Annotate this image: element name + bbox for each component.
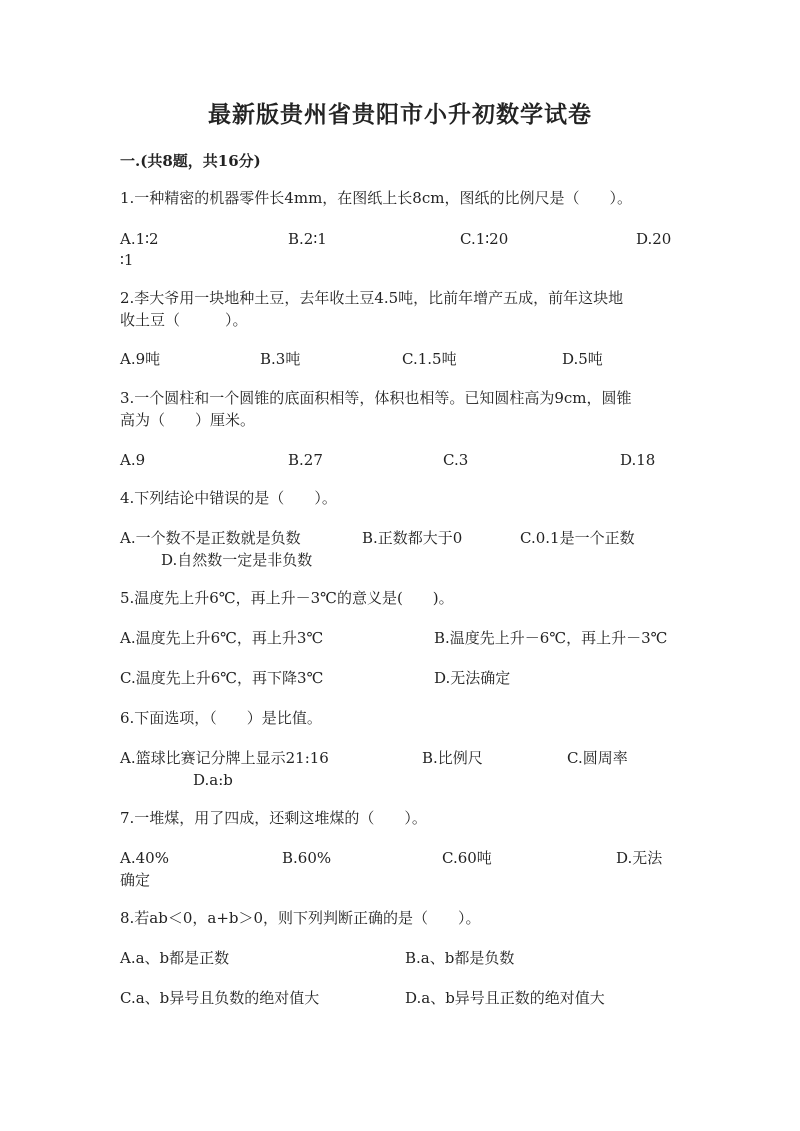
q7-option-c[interactable]: C.60吨: [442, 849, 492, 867]
q6-option-c[interactable]: C.圆周率: [567, 749, 628, 767]
q8-option-a[interactable]: A.a、b都是正数: [120, 949, 230, 967]
question-5-text: 5.温度先上升6℃，再上升－3℃的意义是( )。: [120, 589, 454, 607]
q6-option-d[interactable]: D.a:b: [193, 771, 233, 789]
question-7-text: 7.一堆煤，用了四成，还剩这堆煤的（ ）。: [120, 809, 427, 827]
q4-option-b[interactable]: B.正数都大于0: [362, 529, 463, 547]
q4-option-a[interactable]: A.一个数不是正数就是负数: [120, 529, 301, 547]
question-3-text-line2: 高为（ ）厘米。: [120, 411, 256, 429]
q2-option-d[interactable]: D.5吨: [562, 350, 603, 368]
section-heading: 一.(共8题，共16分): [120, 152, 261, 170]
q1-option-d-wrap: ∶1: [120, 251, 134, 269]
page-title: 最新版贵州省贵阳市小升初数学试卷: [208, 101, 592, 128]
q3-option-c[interactable]: C.3: [443, 451, 469, 469]
q6-option-a[interactable]: A.篮球比赛记分牌上显示21:16: [120, 749, 329, 767]
q7-option-b[interactable]: B.60%: [282, 849, 332, 867]
q6-option-b[interactable]: B.比例尺: [422, 749, 483, 767]
question-1-text: 1.一种精密的机器零件长4mm，在图纸上长8cm，图纸的比例尺是（ ）。: [120, 189, 632, 207]
q4-option-c[interactable]: C.0.1是一个正数: [520, 529, 635, 547]
q2-option-c[interactable]: C.1.5吨: [402, 350, 457, 368]
q3-option-a[interactable]: A.9: [120, 451, 146, 469]
q7-option-d-wrap: 确定: [120, 871, 151, 889]
question-4-text: 4.下列结论中错误的是（ ）。: [120, 489, 337, 507]
q3-option-d[interactable]: D.18: [620, 451, 656, 469]
q5-option-c[interactable]: C.温度先上升6℃，再下降3℃: [120, 669, 324, 687]
q7-option-d[interactable]: D.无法: [616, 849, 663, 867]
question-8-text: 8.若ab＜0，a+b＞0，则下列判断正确的是（ ）。: [120, 909, 481, 927]
q5-option-a[interactable]: A.温度先上升6℃，再上升3℃: [120, 629, 324, 647]
q5-option-b[interactable]: B.温度先上升－6℃，再上升－3℃: [434, 629, 668, 647]
q1-option-d[interactable]: D.20: [636, 230, 672, 248]
q8-option-d[interactable]: D.a、b异号且正数的绝对值大: [405, 989, 605, 1007]
q8-option-b[interactable]: B.a、b都是负数: [405, 949, 515, 967]
q1-option-b[interactable]: B.2∶1: [288, 230, 327, 248]
question-6-text: 6.下面选项，（ ）是比值。: [120, 709, 322, 727]
q3-option-b[interactable]: B.27: [288, 451, 323, 469]
question-2-text-line2: 收土豆（ ）。: [120, 311, 248, 329]
question-3-text: 3.一个圆柱和一个圆锥的底面积相等，体积也相等。已知圆柱高为9cm，圆锥: [120, 389, 632, 407]
q4-option-d[interactable]: D.自然数一定是非负数: [161, 551, 313, 569]
q5-option-d[interactable]: D.无法确定: [434, 669, 511, 687]
q1-option-a[interactable]: A.1∶2: [120, 230, 159, 248]
q1-option-c[interactable]: C.1∶20: [460, 230, 509, 248]
q7-option-a[interactable]: A.40%: [120, 849, 169, 867]
question-2-text: 2.李大爷用一块地种土豆，去年收土豆4.5吨，比前年增产五成，前年这块地: [120, 289, 624, 307]
q8-option-c[interactable]: C.a、b异号且负数的绝对值大: [120, 989, 320, 1007]
q2-option-b[interactable]: B.3吨: [260, 350, 301, 368]
q2-option-a[interactable]: A.9吨: [120, 350, 161, 368]
